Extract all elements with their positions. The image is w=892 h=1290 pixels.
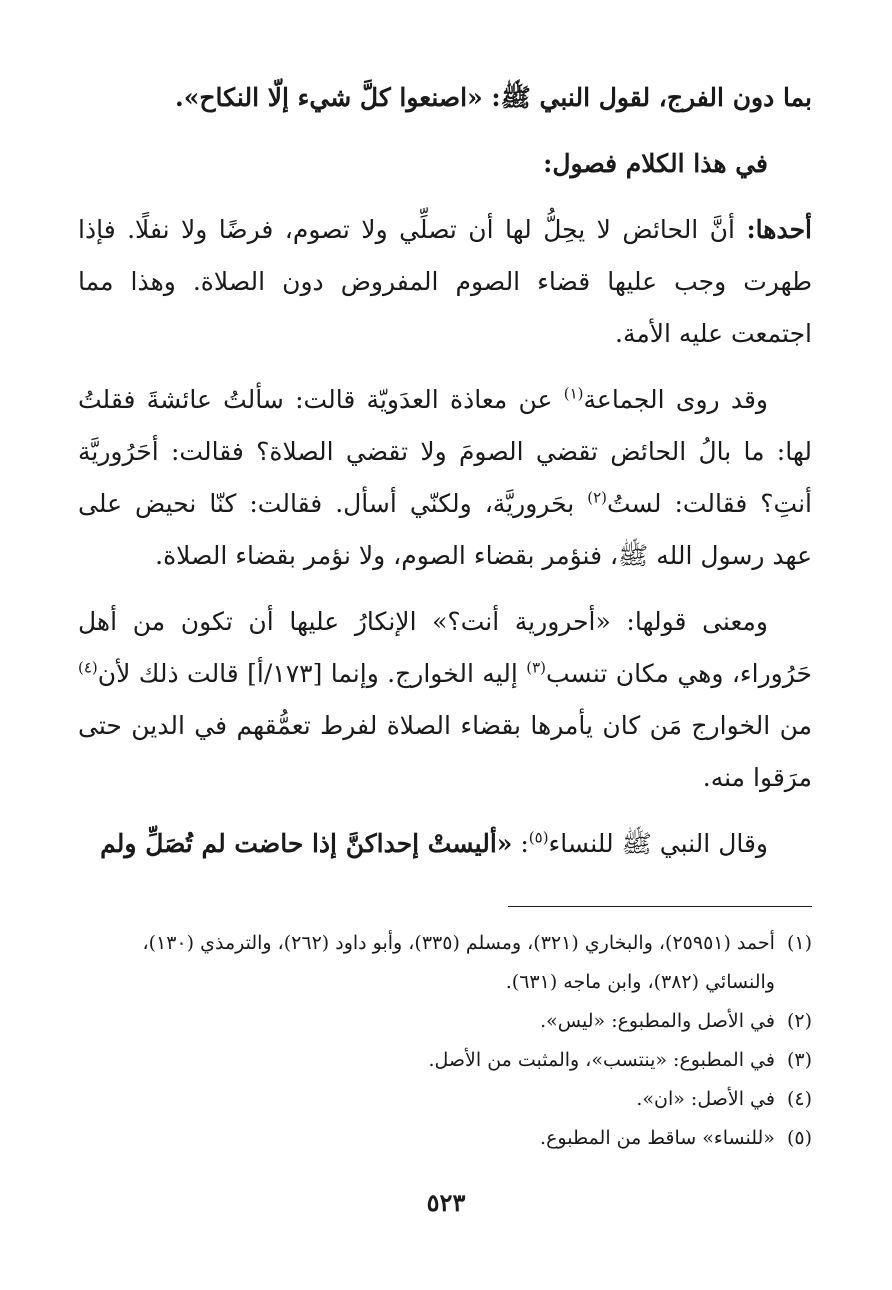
footnote-separator xyxy=(508,906,812,907)
paragraph-6-hadith: «أليستْ إحداكنَّ إذا حاضت لم تُصَلِّ ولم xyxy=(100,829,513,858)
paragraph-4 xyxy=(78,374,812,582)
main-text xyxy=(78,72,812,884)
paragraph-3 xyxy=(78,204,812,360)
footnote-ref-3: (٣) xyxy=(526,658,546,677)
footnote-1 xyxy=(78,924,812,1002)
paragraph-1 xyxy=(78,72,812,124)
paragraph-5-text-b: إليه الخوارج. وإنما [١٧٣/أ] قالت ذلك لأن xyxy=(97,659,527,688)
paragraph-1-text: بما دون الفرج، لقول النبي ﷺ: «اصنعوا كلَّ شيء إلّا النكاح». xyxy=(175,83,812,112)
paragraph-6 xyxy=(78,818,812,870)
footnote-ref-5: (٥) xyxy=(528,828,549,847)
footnote-4 xyxy=(78,1080,812,1119)
paragraph-4-text-b: عن معاذة العدَويّة قالت: سألتُ عائشةَ فقلتُ لها: ما بالُ الحائض تقضي الصومَ ولا تقضي الصلاة؟ فقالت: أحَرُوريَّة أنتِ؟ فقالت: لستُ xyxy=(78,385,812,518)
paragraph-4-text-a: وقد روى الجماعة xyxy=(583,385,768,414)
footnote-ref-2: (٢) xyxy=(587,488,607,507)
footnote-2 xyxy=(78,1002,812,1041)
paragraph-4-text-c: بحَروريَّة، ولكنّي أسأل. فقالت: كنّا نحيض على عهد رسول الله ﷺ، فنؤمر بقضاء الصوم، ولا نؤمر بقضاء الصلاة. xyxy=(78,489,812,570)
footnote-number: (٥) xyxy=(786,1127,812,1149)
paragraph-2-text: في هذا الكلام فصول: xyxy=(543,149,768,178)
footnote-3 xyxy=(78,1041,812,1080)
paragraph-5-text-a: ومعنى قولها: «أحرورية أنت؟» الإنكارُ عليها أن تكون من أهل حَرُوراء، وهي مكان تنسب xyxy=(78,607,812,688)
footnote-text: أحمد (٢٥٩٥١)، والبخاري (٣٢١)، ومسلم (٣٣٥)، وأبو داود (٢٦٢)، والترمذي (١٣٠)، والنسائي (٣٨٢)، وابن ماجه (٦٣١). xyxy=(142,932,775,993)
footnote-number: (١) xyxy=(786,932,812,954)
paragraph-3-lead: أحدها: xyxy=(746,215,812,244)
paragraph-6-text-a: وقال النبي ﷺ للنساء xyxy=(548,829,768,858)
paragraph-3-text: أنَّ الحائض لا يحِلُّ لها أن تصلِّي ولا تصوم، فرضًا ولا نفلًا. فإذا طهرت وجب عليها قضاء الصوم المفروض دون الصلاة. وهذا مما اجتمعت عليه الأمة. xyxy=(78,215,812,348)
footnote-5 xyxy=(78,1119,812,1158)
footnote-text: «للنساء» ساقط من المطبوع. xyxy=(540,1127,775,1149)
footnote-ref-4: (٤) xyxy=(78,658,98,677)
paragraph-6-text-b: : xyxy=(512,829,529,858)
paragraph-5-text-c: من الخوارج مَن كان يأمرها بقضاء الصلاة لفرط تعمُّقهم في الدين حتى مرَقوا منه. xyxy=(78,711,812,792)
page-number: ٥٢٣ xyxy=(426,1188,466,1217)
paragraph-2 xyxy=(78,138,812,190)
footnote-ref-1: (١) xyxy=(563,384,584,403)
footnote-number: (٤) xyxy=(786,1088,812,1110)
footnotes xyxy=(78,924,812,1158)
footnote-text: في المطبوع: «ينتسب»، والمثبت من الأصل. xyxy=(428,1049,775,1071)
footnote-number: (٢) xyxy=(786,1010,812,1032)
footnote-number: (٣) xyxy=(786,1049,812,1071)
paragraph-5 xyxy=(78,596,812,804)
footnote-text: في الأصل: «ان». xyxy=(636,1088,775,1110)
footnote-text: في الأصل والمطبوع: «ليس». xyxy=(540,1010,775,1032)
